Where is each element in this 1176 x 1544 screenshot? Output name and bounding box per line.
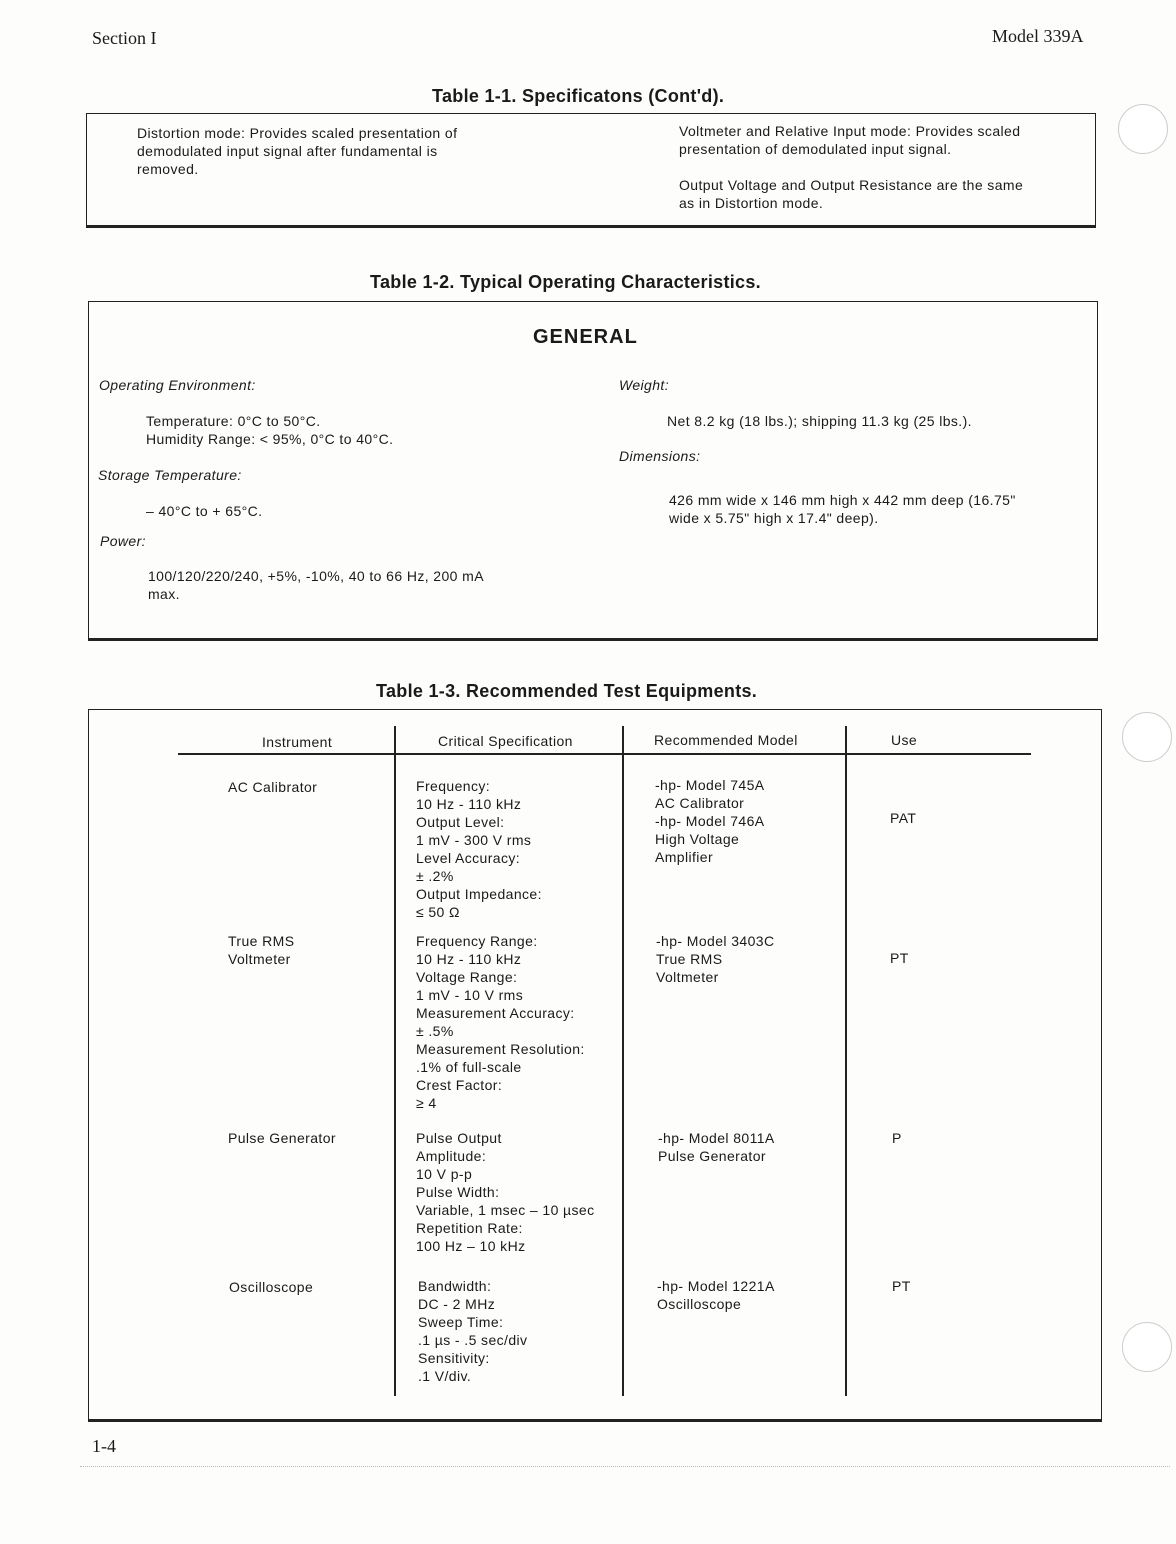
temperature-value: Temperature: 0°C to 50°C.	[146, 413, 321, 429]
section-label: Section I	[92, 28, 157, 48]
scan-edge-dots	[80, 1466, 1170, 1467]
col-header-instrument: Instrument	[262, 734, 333, 750]
row4-instrument: Oscilloscope	[229, 1279, 314, 1295]
row4-use: PT	[892, 1278, 911, 1294]
row1-spec: Frequency: 10 Hz - 110 kHz Output Level: 1 mV - 300 V rms Level Accuracy: ± .2% Output Impedance: ≤ 50 Ω	[416, 778, 542, 920]
column-divider	[622, 726, 624, 1396]
row3-instrument: Pulse Generator	[228, 1130, 336, 1146]
row1-use: PAT	[890, 810, 917, 826]
row4-spec: Bandwidth: DC - 2 MHz Sweep Time: .1 µs - .5 sec/div Sensitivity: .1 V/div.	[418, 1278, 528, 1384]
power-value-line1: 100/120/220/240, +5%, -10%, 40 to 66 Hz, 200 mA	[148, 568, 484, 584]
operating-environment-label: Operating Environment:	[99, 377, 256, 393]
row3-model: -hp- Model 8011A Pulse Generator	[658, 1130, 775, 1164]
model-label: Model 339A	[992, 26, 1084, 46]
header-rule	[178, 753, 1031, 755]
power-value-line2: max.	[148, 586, 180, 602]
row1-instrument: AC Calibrator	[228, 779, 318, 795]
row2-use: PT	[890, 950, 909, 966]
general-heading: GENERAL	[533, 326, 638, 348]
dimensions-value-line1: 426 mm wide x 146 mm high x 442 mm deep (16.75"	[669, 492, 1016, 508]
storage-temperature-value: – 40°C to + 65°C.	[146, 503, 263, 519]
row4-model: -hp- Model 1221A Oscilloscope	[657, 1278, 775, 1312]
table1-left-line3: removed.	[137, 161, 199, 177]
row3-use: P	[892, 1130, 902, 1146]
table2-box	[88, 301, 1098, 641]
table1-right-line1: Voltmeter and Relative Input mode: Provides scaled	[679, 123, 1021, 139]
dimensions-label: Dimensions:	[619, 448, 701, 464]
table1-right2-line2: as in Distortion mode.	[679, 195, 824, 211]
col-header-critical-spec: Critical Specification	[438, 733, 573, 749]
storage-temperature-label: Storage Temperature:	[98, 467, 242, 483]
binder-hole	[1122, 1322, 1172, 1372]
table1-right-line2: presentation of demodulated input signal.	[679, 141, 952, 157]
weight-label: Weight:	[619, 377, 670, 393]
column-divider	[845, 726, 847, 1396]
weight-value: Net 8.2 kg (18 lbs.); shipping 11.3 kg (25 lbs.).	[667, 413, 972, 429]
dimensions-value-line2: wide x 5.75" high x 17.4" deep).	[669, 510, 879, 526]
row1-model: -hp- Model 745A AC Calibrator -hp- Model 746A High Voltage Amplifier	[655, 777, 765, 865]
row2-model: -hp- Model 3403C True RMS Voltmeter	[656, 933, 775, 985]
row3-spec: Pulse Output Amplitude: 10 V p-p Pulse Width: Variable, 1 msec – 10 µsec Repetition Rate: 100 Hz – 10 kHz	[416, 1130, 595, 1254]
table3-title: Table 1-3. Recommended Test Equipments.	[376, 681, 758, 701]
page-number: 1-4	[92, 1436, 116, 1456]
table1-title: Table 1-1. Specificatons (Cont'd).	[432, 86, 725, 106]
table3-box	[88, 709, 1102, 1422]
binder-hole	[1122, 712, 1172, 762]
table1-box	[86, 113, 1096, 228]
humidity-value: Humidity Range: < 95%, 0°C to 40°C.	[146, 431, 394, 447]
binder-hole	[1118, 104, 1168, 154]
table2-title: Table 1-2. Typical Operating Characteristics.	[370, 272, 761, 292]
row2-spec: Frequency Range: 10 Hz - 110 kHz Voltage Range: 1 mV - 10 V rms Measurement Accuracy: ± .5% Measurement Resolution: .1% of full-scale Crest Factor: ≥ 4	[416, 933, 585, 1111]
table1-left-line2: demodulated input signal after fundamental is	[137, 143, 438, 159]
table1-left-line1: Distortion mode: Provides scaled presentation of	[137, 125, 458, 141]
col-header-use: Use	[891, 732, 918, 748]
column-divider	[394, 726, 396, 1396]
power-label: Power:	[100, 533, 146, 549]
table1-right2-line1: Output Voltage and Output Resistance are the same	[679, 177, 1024, 193]
row2-instrument: True RMS Voltmeter	[228, 933, 295, 967]
col-header-recommended-model: Recommended Model	[654, 732, 798, 748]
